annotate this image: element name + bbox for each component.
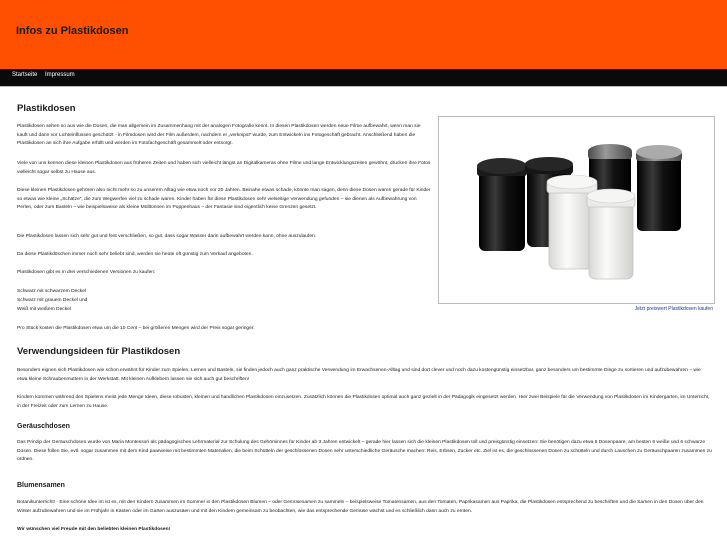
buy-link[interactable]: Jetzt preiswert Plastikdosen kaufen — [634, 306, 713, 312]
paragraph-verschliessen: Die Plastikdosen lassen sich sehr gut und fest verschließen, so gut, dass sogar Wasser darin aufbewahrt werden kann, ohne auszulaufen. — [17, 234, 317, 239]
ideas-paragraph: Besonders eignen sich Plastikdosen wie schon erwähnt für Kinder zum Spielen, Lernen und Basteln, sie finden jedoch auch ganz praktische Verwendung im Erwachsenen-Alltag und sind dort clever und noch dazu kostengünstig einsetzbar, ganz besonders um bestimmte Dinge zu sortieren und aufzubewahren – wie etwa kleine Schraubenmuttern in der Werkstatt. Mit kleinen Aufklebern lassen sie sich auch gut beschriften! — [17, 368, 701, 382]
page-heading: Plastikdosen — [17, 103, 76, 114]
site-title: Infos zu Plastikdosen — [16, 25, 129, 37]
closing-text: Wir wünschen viel Freude mit den beliebten kleinen Plastikdosen! — [17, 527, 171, 532]
paragraph-kinder: Diese kleinen Plastikdosen gehören also nicht mehr so zu unserem Alltag wie etwa noch vor 20 Jahren. Beinahe etwas schade, könnte man sagen, denn diese Dosen waren gerade für Kinder so etwas wie kleine „Schätze“, die zum Wegwerfen viel zu schade waren. Kinder haben für diese Plastikdosen sehr vielseitige Verwendung gefunden – sie dienen als Aufbewahrung von Perlen, oder zum Basteln – wie beispielsweise als kleine Mülltonnen im Puppenhaus – der Fantasie sind eigentlich keine Grenzen gesetzt. — [17, 188, 431, 211]
paragraph-digital: Viele von uns kennen diese kleinen Plastikdosen aus früheren Zeiten und haben sich vielleicht längst an Digitalkameras ohne Filme und lange Entwicklungszeiten gewöhnt, drucken ihre Fotos vielleicht sogar selbst zu Hause aus. — [17, 161, 431, 175]
price-paragraph: Pro Stück kosten die Plastikdosen etwa um die 10 Cent – bei größeren Mengen wird der Preis sogar geringer. — [17, 326, 255, 331]
blumensamen-paragraph: Botanikunterricht! · Eine schöne Idee im ist es, mit den Kindern zusammen im Sommer in den Plastikdosen Blumen – oder Gemüsesamen zu sammeln – beispielsweise Tomatensamen, aus den Tomaten, Paprikasamen aus Paprika, die Plastikdosen entsprechend zu beschriften und die Samen in den Dosen über den Winter aufzubewahren und sie im Frühjahr in Kästen oder im Garten auszusäen und mit den Kindern gemeinsam zu beobachten, wie das entsprechende Gemüse wächst und es schließlich dann auch zu ernten. — [17, 500, 704, 514]
site-header — [0, 0, 727, 69]
nav-link-startseite[interactable]: Startseite — [12, 72, 38, 78]
version-item: Schwarz mit grauem Deckel und — [17, 298, 88, 303]
plastic-canisters-image[interactable] — [439, 117, 714, 303]
subheading-blumensamen: Blumensamen — [17, 482, 65, 489]
subheading-geraeuschdosen: Geräuschdosen — [17, 423, 70, 430]
version-item: Schwarz mit schwarzem Deckel — [17, 289, 87, 294]
version-item: Weiß mit weißem Deckel — [17, 307, 71, 312]
geraeuschdosen-paragraph: Das Prinzip der Geräuschdosen wurde von Maria Montessori als pädagogisches Lehrmaterial zur Schulung des Gehörsinnes für Kinder ab 3 Jahren entwickelt – gerade hier lassen sich die kleinen Plastikdosen toll und preisgünstig einsetzen: Sie benötigen dazu etwa 6 Dosenpaare, am besten 6 weiße und 6 schwarze Dosen. Diese füllen Sie, evtl. sogar zusammen mit dem Kind paarweise mit bestimmten Materialien, die beim Schütteln der geschlossenen Dosen sehr unterschiedliche Geräusche machen: Reis, Erbsen, Zucker etc. Ziel ist es, die geschlossenen Dosen zu schütteln und durch Lauschen zu Geräuschpaaren zusammen zu ordnen. — [17, 440, 712, 463]
intro-paragraph: Plastikdosen sehen so aus wie die Dosen, die man allgemein im Zusammenhang mit der analogen Fotografie kennt. In diesen Plastikdosen werden neue Filme aufbewahrt, wenn man sie kauft und dann vor Lichteinflüssen geschützt - in Filmdosen wird der Film außerdem, nachdem er „verknipst“ wurde, zum Entwickeln ins Fotogeschäft gebracht. Anschließend haben die Plastikdosen an sich ihre Aufgabe erfüllt und werden im Fotofachgeschäft gesammelt oder entsorgt. — [17, 124, 421, 147]
paragraph-verkauf: Da diese Plastikdöschen immer noch sehr beliebt sind, werden sie heute oft günstig zum Verkauf angeboten. — [17, 252, 253, 257]
nav-link-impressum[interactable]: Impressum — [45, 72, 75, 78]
section-heading-ideas: Verwendungsideen für Plastikdosen — [17, 346, 181, 357]
nav-bar — [0, 69, 727, 86]
ideas-paragraph: Kindern kommen während des Spielens meist jede Menge Ideen, diese robusten, kleinen und handlichen Plastikdosen einzusetzen. Zusätzlich können die Plastikdosen optimal auch ganz gezielt in der Pädagogik eingesetzt werden. Hier zwei Beispiele für die Verwendung von Plastikdosen im Kindergarten, im Unterricht, in der Freizeit oder zum Lernen zu Hause. — [17, 395, 710, 409]
paragraph-versionen: Plastikdosen gibt es in drei verschiedenen Versionen zu kaufen: — [17, 270, 156, 275]
product-image-frame — [438, 116, 715, 304]
